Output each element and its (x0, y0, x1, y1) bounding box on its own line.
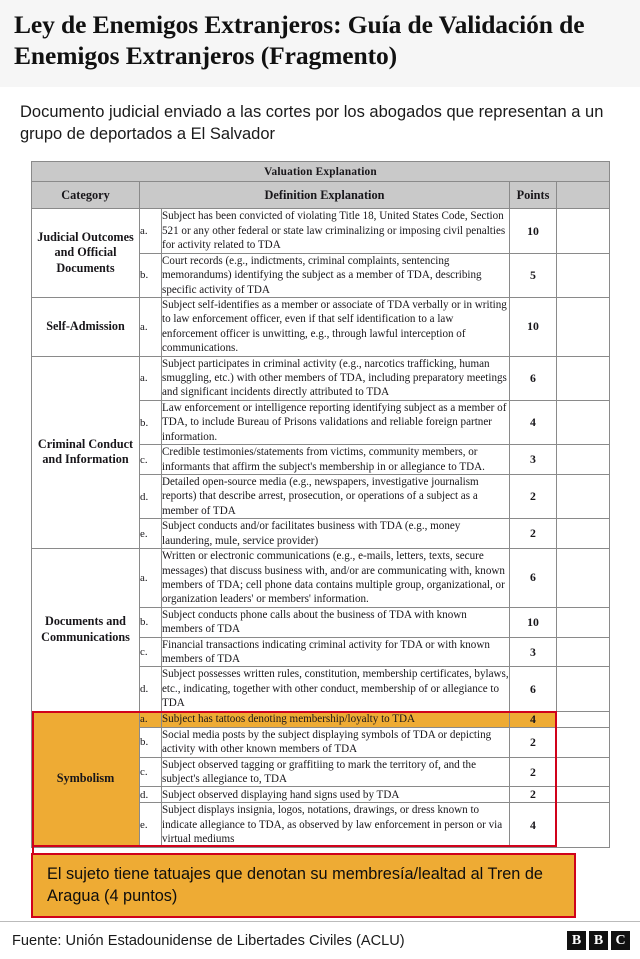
row-letter-cell: a. (140, 356, 162, 400)
table-row (32, 209, 610, 253)
row-letter-cell: b. (140, 400, 162, 444)
category-cell: Judicial Outcomes and Official Documents (32, 209, 140, 298)
definition-cell: Subject displays insignia, logos, notations, drawings, or dress known to indicate allegiance to TDA, as observed by law enforcement in person or via virtual mediums (162, 803, 510, 847)
definition-cell: Subject observed displaying hand signs used by TDA (162, 787, 510, 803)
points-cell: 2 (510, 475, 557, 519)
row-letter-cell: c. (140, 757, 162, 787)
blank-cell (557, 803, 610, 847)
callout-text: El sujeto tiene tatuajes que denotan su membresía/lealtad al Tren de Aragua (4 puntos) (47, 865, 543, 905)
row-letter-cell: a. (140, 297, 162, 356)
points-cell: 3 (510, 445, 557, 475)
row-letter-cell: d. (140, 787, 162, 803)
row-letter-cell: d. (140, 475, 162, 519)
blank-cell (557, 787, 610, 803)
annotation-connector-line (32, 711, 34, 853)
definition-cell: Subject participates in criminal activity (e.g., narcotics trafficking, human smuggling, etc.) with other members of TDA, including preparatory meetings and significant incidents directly attributed to TDA (162, 356, 510, 400)
column-header-blank (557, 182, 610, 209)
table-title: Valuation Explanation (32, 162, 610, 182)
blank-cell (557, 549, 610, 608)
blank-cell (557, 667, 610, 711)
annotation-callout (31, 853, 576, 918)
points-cell: 4 (510, 803, 557, 847)
page-title: Ley de Enemigos Extranjeros: Guía de Validación de Enemigos Extranjeros (Fragmento) (14, 10, 585, 70)
definition-cell: Subject possesses written rules, constitution, membership certificates, bylaws, etc., indicating, together with other conduct, membership of or allegiance to TDA (162, 668, 509, 710)
points-cell: 3 (510, 637, 557, 667)
definition-cell: Subject conducts and/or facilitates business with TDA (e.g., money laundering, mule, service provider) (162, 519, 510, 549)
row-letter-cell: c. (140, 445, 162, 475)
points-cell: 2 (510, 757, 557, 787)
blank-cell (557, 209, 610, 253)
definition-cell: Subject observed tagging or graffitiing to mark the territory of, and the subject's allegiance to, TDA (162, 757, 510, 787)
column-header-points: Points (510, 182, 557, 209)
definition-cell: Financial transactions indicating criminal activity for TDA or with known members of TDA (162, 637, 510, 667)
blank-cell (557, 519, 610, 549)
bbc-logo-letter-3: C (611, 931, 630, 950)
definition-cell: Subject self-identifies as a member or associate of TDA verbally or in writing to law enforcement officer, even if that self identification to a law enforcement officer is unwitting, e.g., through lawful interception of communications. (162, 297, 510, 356)
blank-cell (557, 757, 610, 787)
source-attribution: Fuente: Unión Estadounidense de Libertades Civiles (ACLU) (12, 932, 405, 949)
points-cell: 4 (510, 400, 557, 444)
table-body (32, 209, 610, 847)
definition-cell: Subject has been convicted of violating Title 18, United States Code, Section 521 or any other federal or state law criminalizing or imposing civil penalties for activity related to TDA (162, 209, 510, 253)
definition-cell: Subject has tattoos denoting membership/loyalty to TDA (162, 711, 510, 727)
row-letter-cell: b. (140, 727, 162, 757)
row-letter-cell: c. (140, 637, 162, 667)
row-letter-cell: b. (140, 607, 162, 637)
table-row (32, 297, 610, 356)
column-header-definition: Definition Explanation (140, 182, 510, 209)
blank-cell (557, 727, 610, 757)
definition-cell: Credible testimonies/statements from victims, community members, or informants that affirm the subject's membership in or allegiance to TDA. (162, 445, 510, 475)
blank-cell (557, 711, 610, 727)
column-header-category: Category (32, 182, 140, 209)
table-row (32, 356, 610, 400)
points-cell: 10 (510, 209, 557, 253)
document-figure (0, 161, 640, 846)
definition-cell: Detailed open-source media (e.g., newspapers, investigative journalism reports) that describe arrest, prosecution, or operations of a subject as a member of TDA (162, 475, 510, 519)
table-head (32, 162, 610, 209)
blank-cell (557, 400, 610, 444)
subheadline: Documento judicial enviado a las cortes por los abogados que representan a un grupo de deportados a El Salvador (20, 103, 604, 144)
blank-cell (557, 445, 610, 475)
table-header-row (32, 182, 610, 209)
points-cell: 2 (510, 727, 557, 757)
blank-cell (557, 475, 610, 519)
headline-band (0, 0, 640, 87)
subheadline-wrap (0, 87, 640, 155)
points-cell: 6 (510, 549, 557, 608)
definition-cell: Law enforcement or intelligence reporting identifying subject as a member of TDA, to include Bureau of Prisons validations and reliable foreign partner information. (162, 400, 510, 444)
blank-cell (557, 297, 610, 356)
definition-cell: Court records (e.g., indictments, criminal complaints, sentencing memorandums) identifying the subject as a member of TDA, describing specific activity of TDA (162, 253, 510, 297)
points-cell: 6 (510, 356, 557, 400)
points-cell: 2 (510, 519, 557, 549)
category-cell: Symbolism (32, 711, 140, 847)
blank-cell (557, 637, 610, 667)
row-letter-cell: a. (140, 711, 162, 727)
points-cell: 10 (510, 607, 557, 637)
points-cell: 6 (510, 667, 557, 711)
row-letter-cell: a. (140, 209, 162, 253)
points-cell: 4 (510, 711, 557, 727)
bbc-logo-letter-1: B (567, 931, 586, 950)
table-title-row (32, 162, 610, 182)
points-cell: 5 (510, 253, 557, 297)
table-row (32, 549, 610, 608)
definition-cell: Subject conducts phone calls about the business of TDA with known members of TDA (162, 607, 510, 637)
row-letter-cell: d. (140, 667, 162, 711)
points-cell: 10 (510, 297, 557, 356)
definition-cell: Written or electronic communications (e.g., e-mails, letters, texts, secure messages) that discuss business with, and/or are communicating with, known members of TDA; cell phone data contains multiple group, organizational, or organization leaders' or members' information. (162, 549, 510, 608)
bbc-logo (567, 931, 630, 950)
row-letter-cell: b. (140, 253, 162, 297)
valuation-table (31, 161, 610, 847)
row-letter-cell: e. (140, 519, 162, 549)
blank-cell (557, 356, 610, 400)
table-row (32, 711, 610, 727)
category-cell: Criminal Conduct and Information (32, 356, 140, 548)
points-cell: 2 (510, 787, 557, 803)
bbc-logo-letter-2: B (589, 931, 608, 950)
row-letter-cell: e. (140, 803, 162, 847)
definition-cell: Social media posts by the subject displaying symbols of TDA or depicting activity with other known members of TDA (162, 727, 510, 757)
category-cell: Documents and Communications (32, 549, 140, 712)
blank-cell (557, 607, 610, 637)
row-letter-cell: a. (140, 549, 162, 608)
figure-footer (0, 921, 640, 959)
category-cell: Self-Admission (32, 297, 140, 356)
blank-cell (557, 253, 610, 297)
